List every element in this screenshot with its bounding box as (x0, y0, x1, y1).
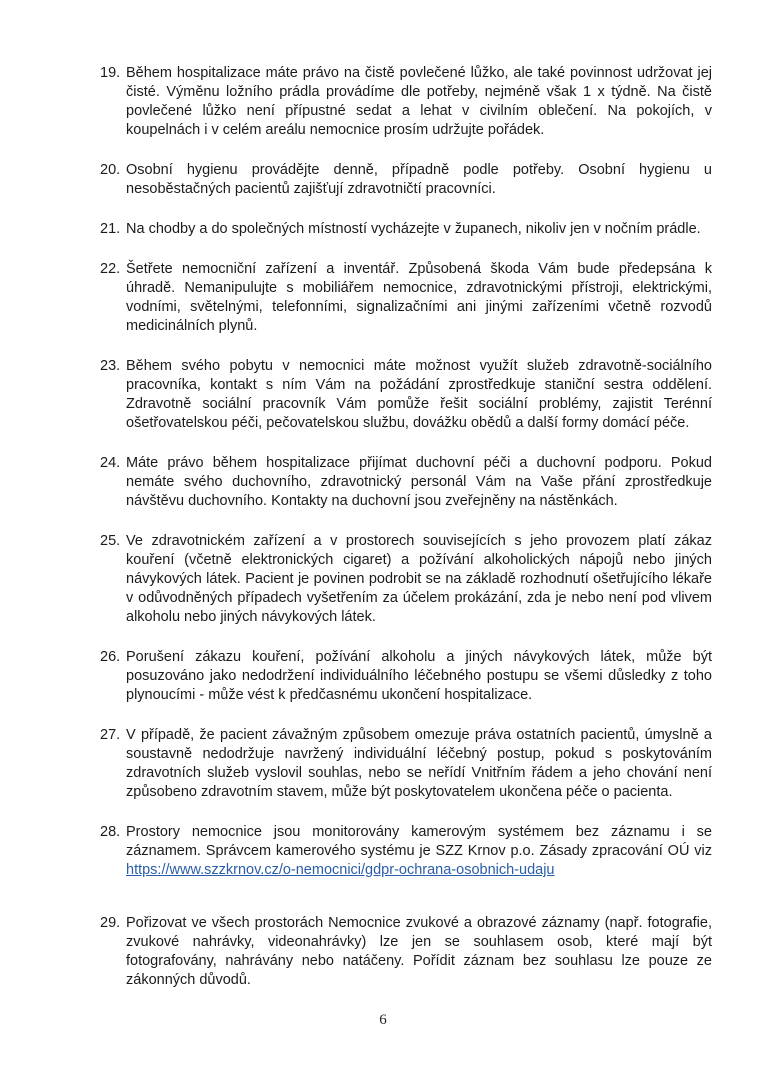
item-number: 26. (100, 649, 121, 665)
item-text: Porušení zákazu kouření, požívání alkoholu a jiných návykových látek, může být posuzováno jako nedodržení individuálního léčebného postupu se všemi důsledky z toho plynoucími - může vést k předčasnému ukončení hospitalizace. (126, 649, 712, 703)
list-item-23 (100, 357, 712, 433)
list-item-25 (100, 532, 712, 627)
item-number: 23. (100, 358, 121, 374)
item-number: 19. (100, 65, 121, 81)
item-text: Na chodby a do společných místností vycházejte v županech, nikoliv jen v nočním prádle. (126, 221, 701, 237)
list-item-27 (100, 726, 712, 802)
item-text: Během hospitalizace máte právo na čistě povlečené lůžko, ale také povinnost udržovat jej čisté. Výměnu ložního prádla provádíme dle potřeby, nejméně však 1 x týdně. Na čistě povlečené lůžko není přípustné sedat a lehat v civilním oblečení. Na pokojích, v koupelnách i v celém areálu nemocnice prosím udržujte pořádek. (126, 65, 712, 138)
item-number: 21. (100, 221, 121, 237)
page-number: 6 (379, 1012, 387, 1028)
item-number: 24. (100, 455, 121, 471)
item-text: Šetřete nemocniční zařízení a inventář. Způsobená škoda Vám bude předepsána k úhradě. Nemanipulujte s mobiliářem nemocnice, zdravotnickými přístroji, elektrickými, vodními, světelnými, telefonními, signalizačními ani jinými zařízeními včetně rozvodů medicinálních plynů. (126, 261, 712, 334)
list-item-20 (100, 161, 712, 199)
item-text: Osobní hygienu provádějte denně, případně podle potřeby. Osobní hygienu u nesoběstačných pacientů zajišťují zdravotničtí pracovníci. (126, 162, 712, 197)
list-item-29 (100, 914, 712, 990)
item-number: 27. (100, 727, 121, 743)
item-number: 25. (100, 533, 121, 549)
list-item-24 (100, 454, 712, 511)
list-item-21 (100, 220, 712, 239)
item-number: 20. (100, 162, 121, 178)
item-number: 29. (100, 915, 121, 931)
item-text: Ve zdravotnickém zařízení a v prostorech souvisejících s jeho provozem platí zákaz kouření (včetně elektronických cigaret) a požívání alkoholických nápojů nebo jiných návykových látek. Pacient je povinen podrobit se na základě rozhodnutí ošetřujícího lékaře v odůvodněných případech vyšetřením za účelem prokázání, zda je nebo není pod vlivem alkoholu nebo jiných návykových látek. (126, 533, 712, 625)
item-number: 22. (100, 261, 121, 277)
item-text: Máte právo během hospitalizace přijímat duchovní péči a duchovní podporu. Pokud nemáte svého duchovního, zdravotnický personál Vám na Vaše přání zprostředkuje návštěvu duchovního. Kontakty na duchovní jsou zveřejněny na nástěnkách. (126, 455, 712, 509)
item-text-run: Prostory nemocnice jsou monitorovány kamerovým systémem bez záznamu i se záznamem. Správcem kamerového systému je SZZ Krnov p.o. Zásady zpracování OÚ viz (126, 824, 712, 859)
list-item-22 (100, 260, 712, 336)
item-text: V případě, že pacient závažným způsobem omezuje práva ostatních pacientů, úmyslně a soustavně nedodržuje navržený individuální léčebný postup, pokud s poskytováním zdravotních služeb vyslovil souhlas, nebo se neřídí Vnitřním řádem a jeho chování není způsobeno zdravotním stavem, může být poskytovatelem ukončena péče o pacienta. (126, 727, 712, 800)
list-item-19 (100, 64, 712, 140)
item-text (126, 823, 712, 880)
gdpr-privacy-link[interactable]: https://www.szzkrnov.cz/o-nemocnici/gdpr-ochrana-osobnich-udaju (126, 862, 555, 878)
list-item-28 (100, 823, 712, 880)
item-text: Během svého pobytu v nemocnici máte možnost využít služeb zdravotně-sociálního pracovníka, kontakt s ním Vám na požádání zprostředkuje staniční sestra oddělení. Zdravotně sociální pracovník Vám pomůže řešit sociální problémy, zajistit Terénní ošetřovatelskou péči, pečovatelskou službu, dovážku obědů a další formy domácí péče. (126, 358, 712, 431)
list-item-26 (100, 648, 712, 705)
item-text: Pořizovat ve všech prostorách Nemocnice zvukové a obrazové záznamy (např. fotografie, zvukové nahrávky, videonahrávky) lze jen se souhlasem osob, které mají být fotografovány, nahrávány nebo natáčeny. Pořídit záznam bez souhlasu lze pouze ze zákonných důvodů. (126, 915, 712, 988)
item-number: 28. (100, 824, 121, 840)
